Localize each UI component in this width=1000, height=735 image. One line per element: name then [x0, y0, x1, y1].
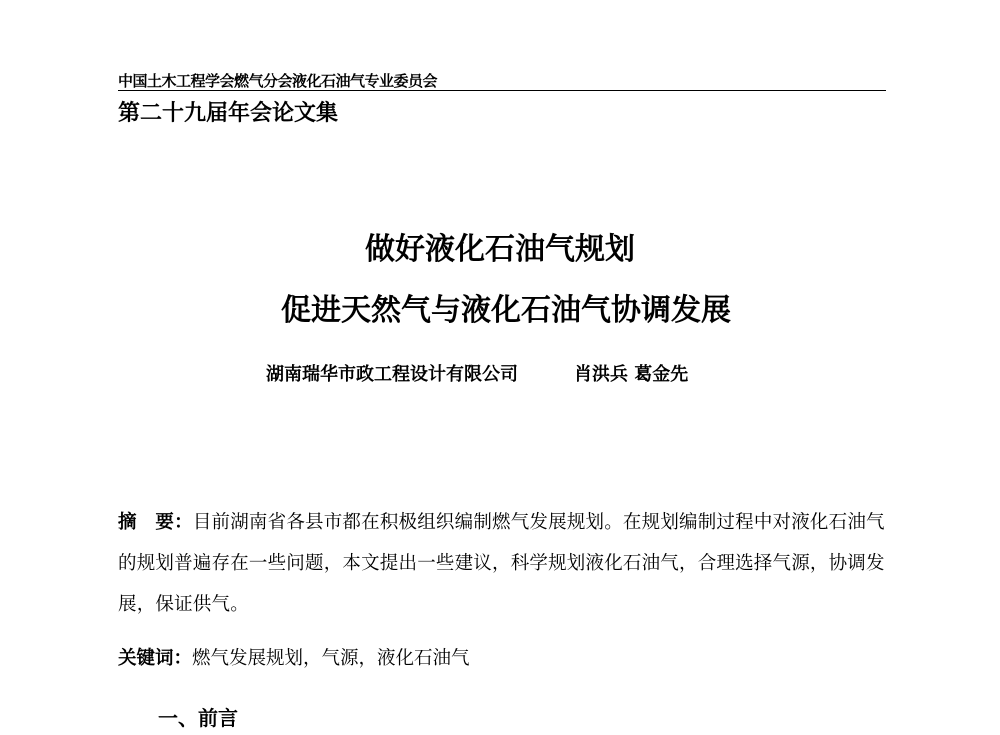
running-header-organization: 中国土木工程学会燃气分会液化石油气专业委员会: [118, 72, 438, 90]
header-rule: [118, 90, 886, 91]
running-header-volume: 第二十九届年会论文集: [118, 101, 339, 126]
abstract-label: 摘 要：: [118, 512, 193, 533]
paper-title-line-2: 促进天然气与液化石油气协调发展: [281, 293, 731, 328]
section-heading: 一、前言: [158, 706, 238, 730]
keywords: [118, 644, 470, 670]
paper-title-line-1: 做好液化石油气规划: [365, 232, 635, 267]
keywords-label: 关键词：: [118, 648, 193, 669]
abstract: [118, 502, 888, 625]
keywords-text: 燃气发展规划，气源，液化石油气: [192, 648, 470, 669]
authors: 肖洪兵 葛金先: [574, 364, 689, 385]
affiliation: 湖南瑞华市政工程设计有限公司: [266, 364, 518, 385]
abstract-text: 目前湖南省各县市都在积极组织编制燃气发展规划。在规划编制过程中对液化石油气的规划普遍存在一些问题，本文提出一些建议，科学规划液化石油气，合理选择气源，协调发展，保证供气。: [118, 512, 885, 615]
byline: [266, 360, 688, 386]
